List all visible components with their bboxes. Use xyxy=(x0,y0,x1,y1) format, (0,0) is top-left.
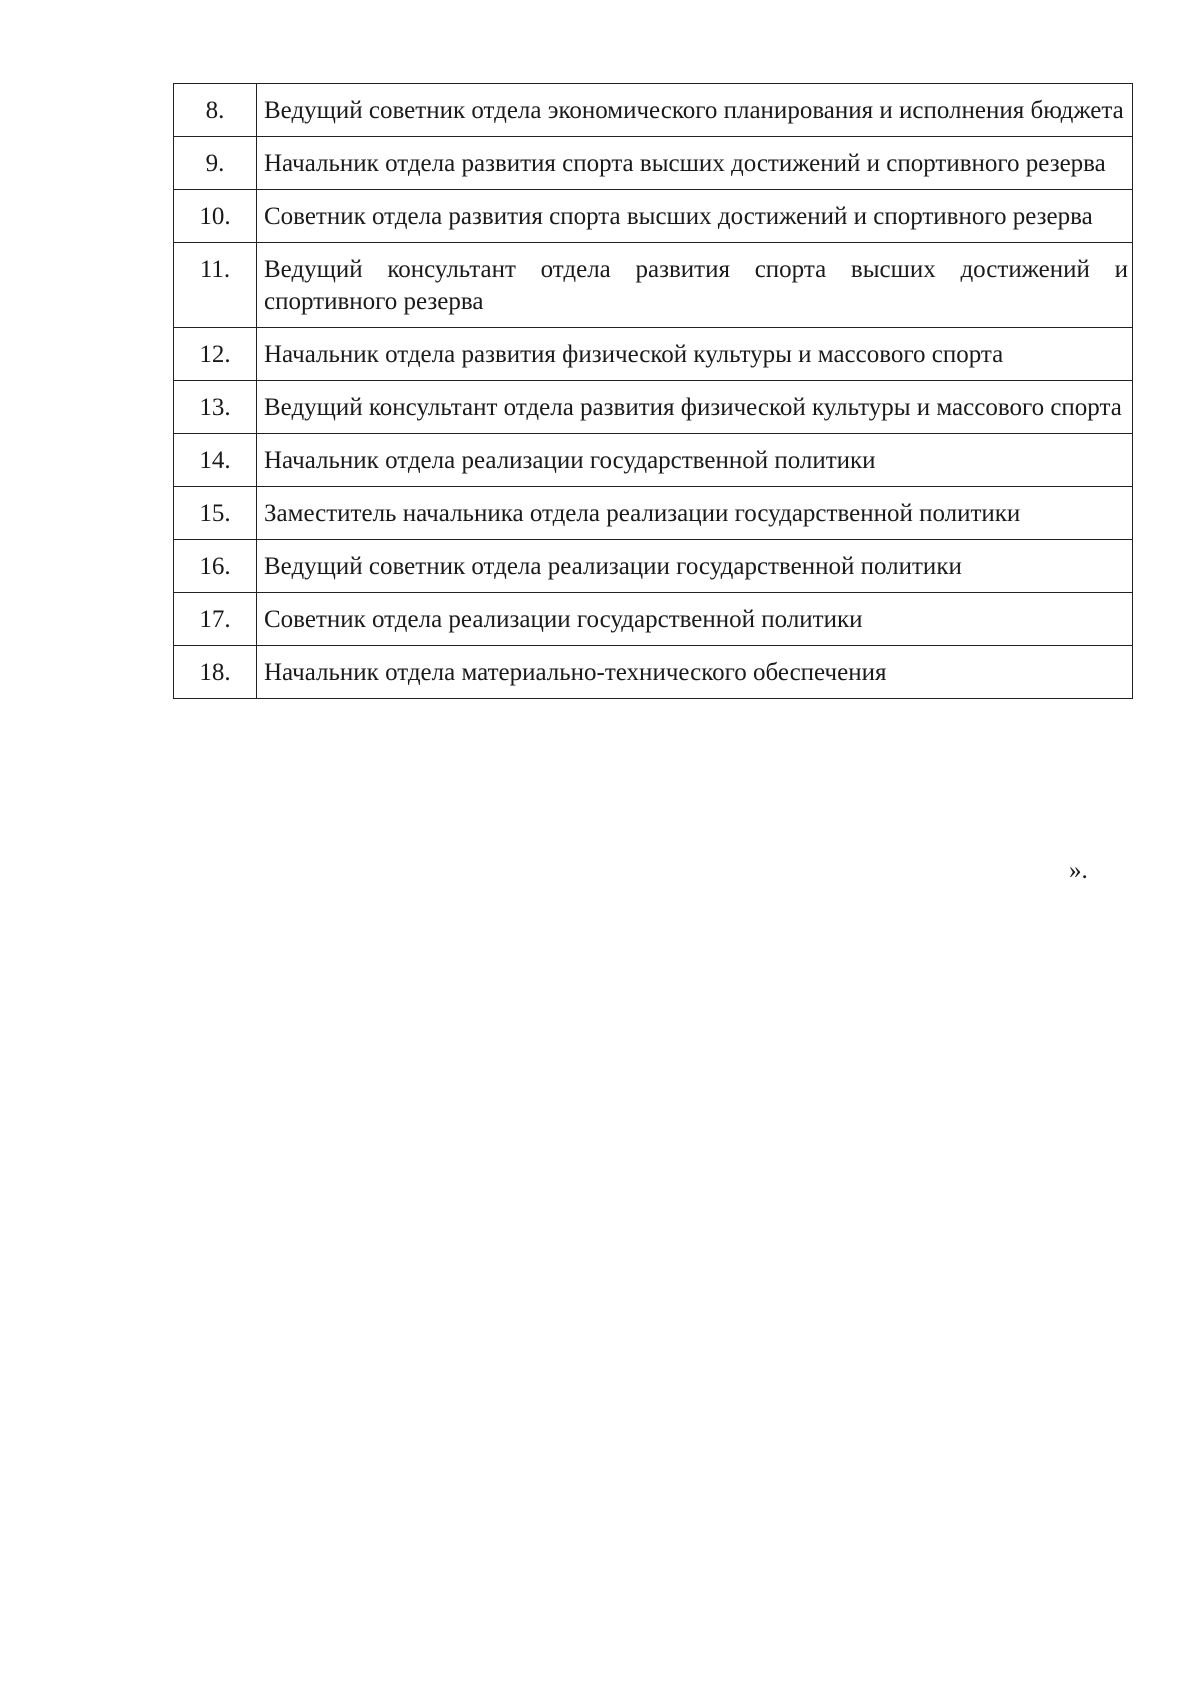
row-number: 16. xyxy=(174,540,257,593)
position-title: Начальник отдела развития спорта высших достижений и спортивного резерва xyxy=(257,137,1133,190)
position-title: Начальник отдела реализации государственной политики xyxy=(257,434,1133,487)
table-row xyxy=(174,434,1133,487)
row-number: 15. xyxy=(174,487,257,540)
row-number: 12. xyxy=(174,328,257,381)
table-row xyxy=(174,646,1133,699)
position-title: Ведущий консультант отдела развития спорта высших достижений и спортивного резерва xyxy=(257,243,1133,328)
position-title: Начальник отдела материально-технического обеспечения xyxy=(257,646,1133,699)
table-row xyxy=(174,328,1133,381)
table-row xyxy=(174,137,1133,190)
position-title: Ведущий консультант отдела развития физической культуры и массового спорта xyxy=(257,381,1133,434)
position-title: Заместитель начальника отдела реализации государственной политики xyxy=(257,487,1133,540)
closing-quote-mark: ». xyxy=(1069,857,1088,884)
row-number: 14. xyxy=(174,434,257,487)
row-number: 8. xyxy=(174,84,257,137)
table-row xyxy=(174,540,1133,593)
table-row xyxy=(174,190,1133,243)
positions-table-body xyxy=(174,84,1133,699)
row-number: 18. xyxy=(174,646,257,699)
table-row xyxy=(174,243,1133,328)
row-number: 13. xyxy=(174,381,257,434)
position-title: Начальник отдела развития физической культуры и массового спорта xyxy=(257,328,1133,381)
table-row xyxy=(174,84,1133,137)
position-title: Ведущий советник отдела реализации государственной политики xyxy=(257,540,1133,593)
position-title: Советник отдела развития спорта высших достижений и спортивного резерва xyxy=(257,190,1133,243)
positions-table xyxy=(173,83,1133,699)
row-number: 9. xyxy=(174,137,257,190)
row-number: 11. xyxy=(174,243,257,328)
position-title: Советник отдела реализации государственной политики xyxy=(257,593,1133,646)
table-row xyxy=(174,593,1133,646)
position-title: Ведущий советник отдела экономического планирования и исполнения бюджета xyxy=(257,84,1133,137)
row-number: 10. xyxy=(174,190,257,243)
table-row xyxy=(174,381,1133,434)
table-row xyxy=(174,487,1133,540)
row-number: 17. xyxy=(174,593,257,646)
